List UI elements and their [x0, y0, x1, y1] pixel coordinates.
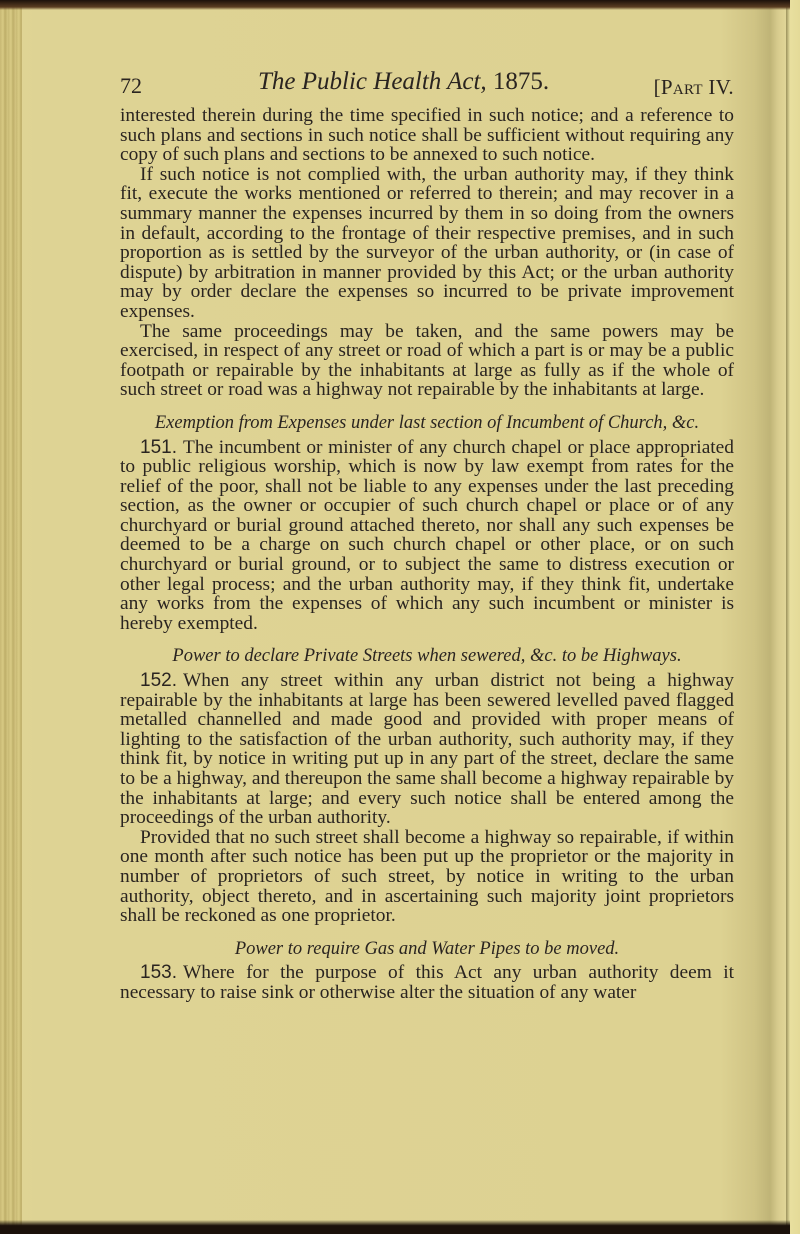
page-content	[120, 70, 734, 1003]
section-paragraph	[120, 671, 734, 828]
book-year: 1875.	[492, 68, 550, 95]
book-title-text: The Public Health Act,	[258, 68, 487, 95]
section-number: 153.	[140, 962, 177, 984]
page-number: 72	[120, 73, 142, 98]
section-text: Where for the purpose of this Act any urban authority deem it necessary to raise sink or otherwise alter the situation of any water	[120, 962, 734, 1003]
page-edge-right	[786, 0, 800, 1234]
section-text: The incumbent or minister of any church chapel or place appropriated to public religious worship, which is now by law exempt from rates for the relief of the poor, shall not be liable to any expenses under the last preceding section, as the owner or occupier of such church chapel or place or of any churchyard or burial ground attached thereto, nor shall any such expenses be deemed to be a charge on such church chapel or other place, or on such churchyard or burial ground, or to subject the same to distress execution or other legal process; and the urban authority may, if they think fit, undertake any works from the expenses of which any such incumbent or minister is hereby exempted.	[120, 436, 734, 634]
section-paragraph	[120, 963, 734, 1002]
section-number: 151.	[140, 436, 177, 458]
section-heading: Power to require Gas and Water Pipes to be moved.	[234, 938, 620, 959]
section-paragraph	[120, 438, 734, 634]
bottom-scan-shadow	[0, 1220, 790, 1234]
paragraph: If such notice is not complied with, the urban authority may, if they think fit, execute the works mentioned or referred to therein; and may recover in a summary manner the expenses incurred by them in so doing from the owners in default, according to the frontage of their respective premises, and in such proportion as is settled by the surveyor of the urban authority, or (in case of dispute) by arbitration in manner provided by this Act; or the urban authority may by order declare the expenses so incurred to be private improvement expenses.	[120, 163, 734, 322]
page-edges-left	[0, 6, 22, 1228]
running-head	[120, 70, 734, 104]
book-title	[258, 68, 550, 95]
part-label: [Part IV.	[653, 75, 734, 99]
top-scan-shadow	[0, 0, 790, 10]
proviso-paragraph: Provided that no such street shall become a highway so repairable, if within one month after such notice has been put up the proprietor or the majority in number of proprietors of such street, by notice in writing to the urban authority, object thereto, and in ascertaining such majority joint proprietors shall be reckoned as one proprietor.	[120, 826, 734, 927]
section-heading: Exemption from Expenses under last section of Incumbent of Church, &c.	[154, 412, 700, 433]
section-number: 152.	[140, 670, 177, 692]
paragraph: The same proceedings may be taken, and the same powers may be exercised, in respect of any street or road of which a part is or may be a public footpath or repairable by the inhabitants at large as fully as if the whole of such street or road was a highway not repairable by the inhabitants at large.	[120, 320, 734, 401]
section-heading: Power to declare Private Streets when sewered, &c. to be Highways.	[172, 646, 682, 667]
section-text: When any street within any urban district not being a highway repairable by the inhabitants at large has been sewered levelled paved flagged metalled channelled and made good and provided with proper means of lighting to the satisfaction of the urban authority, such authority may, if they think fit, by notice in writing put up in any part of the street, declare the same to be a highway, and thereupon the same shall become a highway repairable by the inhabitants at large; and every such notice shall be entered among the proceedings of the urban authority.	[120, 670, 734, 829]
paragraph-continued: interested therein during the time specified in such notice; and a reference to such plans and sections in such notice shall be sufficient without requiring any copy of such plans and sections to be annexed to such notice.	[120, 105, 734, 166]
